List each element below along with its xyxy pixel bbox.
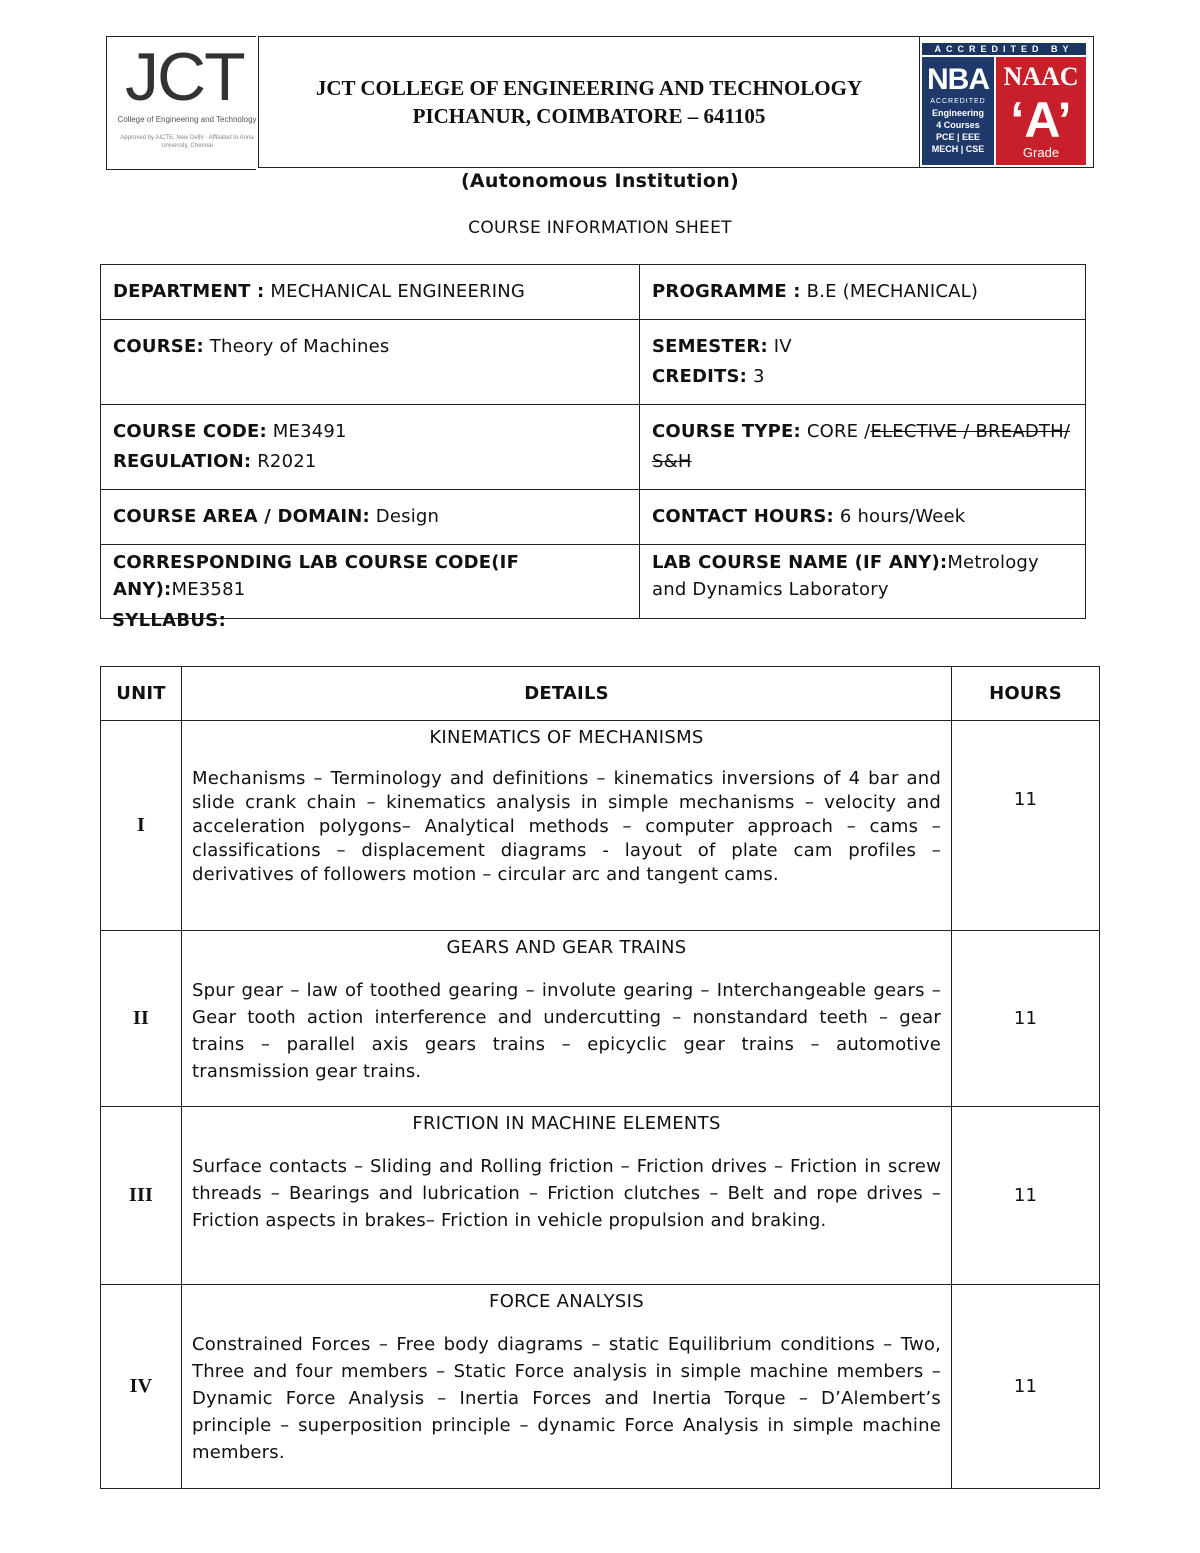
unit-details xyxy=(182,931,952,1107)
course-code-value: ME3491 xyxy=(266,421,347,442)
nba-accredited: ACCREDITED xyxy=(930,98,986,105)
naac-word: NAAC xyxy=(1003,62,1079,91)
course-type-value: CORE / xyxy=(800,421,871,442)
accreditation-badge xyxy=(914,36,1094,168)
lab-code-cell xyxy=(101,545,640,619)
syllabus-table xyxy=(100,666,1100,1489)
course-type-cell xyxy=(640,405,1086,490)
unit-body: Constrained Forces – Free body diagrams – static Equilibrium conditions – Two, Three and four members – Static Force analysis in simple machine members – Dynamic Force Analysis – Inertia Forces and Inertia Torque – D’Alembert’s principle – superposition principle – dynamic Force Analysis in simple machine members. xyxy=(192,1334,941,1463)
course-cell xyxy=(101,320,640,405)
nba-line: 4 Courses xyxy=(936,120,980,130)
naac-grade: ‘A’ xyxy=(1010,92,1072,148)
programme-cell xyxy=(640,265,1086,320)
unit-hours: 11 xyxy=(952,721,1100,931)
course-area-label: COURSE AREA / DOMAIN: xyxy=(113,506,370,527)
unit-body: Mechanisms – Terminology and definitions – kinematics inversions of 4 bar and slide crank chain – kinematics analysis in simple mechanisms – velocity and acceleration polygons– Analytical methods – computer approach – cams – classifications – displacement diagrams - layout of plate cam profiles – derivatives of followers motion – circular arc and tangent cams. xyxy=(192,768,941,885)
lab-code-value: ME3581 xyxy=(171,579,246,600)
course-code-cell xyxy=(101,405,640,490)
logo-mark: JCT xyxy=(125,39,244,115)
nba-badge xyxy=(922,57,994,165)
semester-value: IV xyxy=(767,336,792,357)
college-address: PICHANUR, COIMBATORE – 641105 xyxy=(412,104,766,128)
lab-code-label: CORRESPONDING LAB COURSE CODE(IF ANY): xyxy=(113,552,520,600)
department-label: DEPARTMENT : xyxy=(113,281,265,302)
regulation-value: R2021 xyxy=(251,451,317,472)
autonomous-label: (Autonomous Institution) xyxy=(460,170,740,192)
info-row xyxy=(101,320,1086,405)
unit-body: Surface contacts – Sliding and Rolling friction – Friction drives – Friction in screw threads – Bearings and lubrication – Friction clutches – Belt and rope drives – Friction aspects in brakes– Friction in vehicle propulsion and braking. xyxy=(192,1156,941,1231)
naac-badge xyxy=(996,57,1086,165)
syllabus-row xyxy=(101,721,1100,931)
course-type-struck: ELECTIVE / BREADTH/ S&H xyxy=(652,421,1071,472)
unit-header: UNIT xyxy=(101,667,182,721)
sheet-title: COURSE INFORMATION SHEET xyxy=(468,218,732,238)
unit-details xyxy=(182,721,952,931)
nba-logo: NBA xyxy=(927,63,989,96)
course-info-table xyxy=(100,264,1086,619)
unit-title: FRICTION IN MACHINE ELEMENTS xyxy=(412,1113,721,1134)
nba-line: MECH | CSE xyxy=(931,144,985,154)
semester-label: SEMESTER: xyxy=(652,336,768,357)
credits-label: CREDITS: xyxy=(652,366,748,387)
department-cell xyxy=(101,265,640,320)
logo-note: Approved by AICTE, New Delhi · Affiliated to Anna University, Chennai xyxy=(120,135,254,149)
unit-hours: 11 xyxy=(952,1107,1100,1285)
unit-hours: 11 xyxy=(952,931,1100,1107)
syllabus-header-row xyxy=(101,667,1100,721)
info-row xyxy=(101,490,1086,545)
unit-number: II xyxy=(101,931,182,1107)
regulation-label: REGULATION: xyxy=(113,451,252,472)
nba-line: Engineering xyxy=(931,108,984,118)
programme-value: B.E (MECHANICAL) xyxy=(800,281,979,302)
syllabus-label: SYLLABUS: xyxy=(112,610,227,631)
lab-name-value: Metrology and Dynamics Laboratory xyxy=(652,552,1039,600)
course-code-label: COURSE CODE: xyxy=(113,421,267,442)
unit-title: GEARS AND GEAR TRAINS xyxy=(446,937,687,958)
course-area-cell xyxy=(101,490,640,545)
unit-details xyxy=(182,1107,952,1285)
contact-hours-label: CONTACT HOURS: xyxy=(652,506,834,527)
college-logo xyxy=(106,36,256,170)
logo-subtitle: College of Engineering and Technology xyxy=(117,115,257,124)
info-row xyxy=(101,545,1086,619)
syllabus-row xyxy=(101,1285,1100,1489)
info-row xyxy=(101,265,1086,320)
unit-title: FORCE ANALYSIS xyxy=(489,1291,644,1312)
naac-grade-label: Grade xyxy=(1022,145,1060,160)
unit-number: IV xyxy=(101,1285,182,1489)
course-type-label: COURSE TYPE: xyxy=(652,421,801,442)
contact-hours-cell xyxy=(640,490,1086,545)
details-header: DETAILS xyxy=(182,667,952,721)
unit-body: Spur gear – law of toothed gearing – involute gearing – Interchangeable gears – Gear tooth action interference and undercutting – nonstandard teeth – gear trains – parallel axis gears trains – epicyclic gear trains – automotive transmission gear trains. xyxy=(192,980,941,1082)
college-name: JCT COLLEGE OF ENGINEERING AND TECHNOLOGY xyxy=(315,76,863,100)
unit-number: I xyxy=(101,721,182,931)
semester-cell xyxy=(640,320,1086,405)
unit-title: KINEMATICS OF MECHANISMS xyxy=(429,727,704,748)
lab-name-label: LAB COURSE NAME (IF ANY): xyxy=(652,552,948,573)
college-title-block xyxy=(258,36,920,168)
unit-hours: 11 xyxy=(952,1285,1100,1489)
contact-hours-value: 6 hours/Week xyxy=(833,506,966,527)
syllabus-row xyxy=(101,1107,1100,1285)
unit-number: III xyxy=(101,1107,182,1285)
department-value: MECHANICAL ENGINEERING xyxy=(264,281,526,302)
course-area-value: Design xyxy=(369,506,440,527)
credits-value: 3 xyxy=(747,366,765,387)
hours-header: HOURS xyxy=(952,667,1100,721)
course-value: Theory of Machines xyxy=(203,336,390,357)
lab-name-cell xyxy=(640,545,1086,619)
nba-line: PCE | EEE xyxy=(935,132,981,142)
info-row xyxy=(101,405,1086,490)
course-label: COURSE: xyxy=(113,336,204,357)
syllabus-row xyxy=(101,931,1100,1107)
accredited-by-band: ACCREDITED BY xyxy=(922,43,1086,55)
unit-details xyxy=(182,1285,952,1489)
programme-label: PROGRAMME : xyxy=(652,281,801,302)
